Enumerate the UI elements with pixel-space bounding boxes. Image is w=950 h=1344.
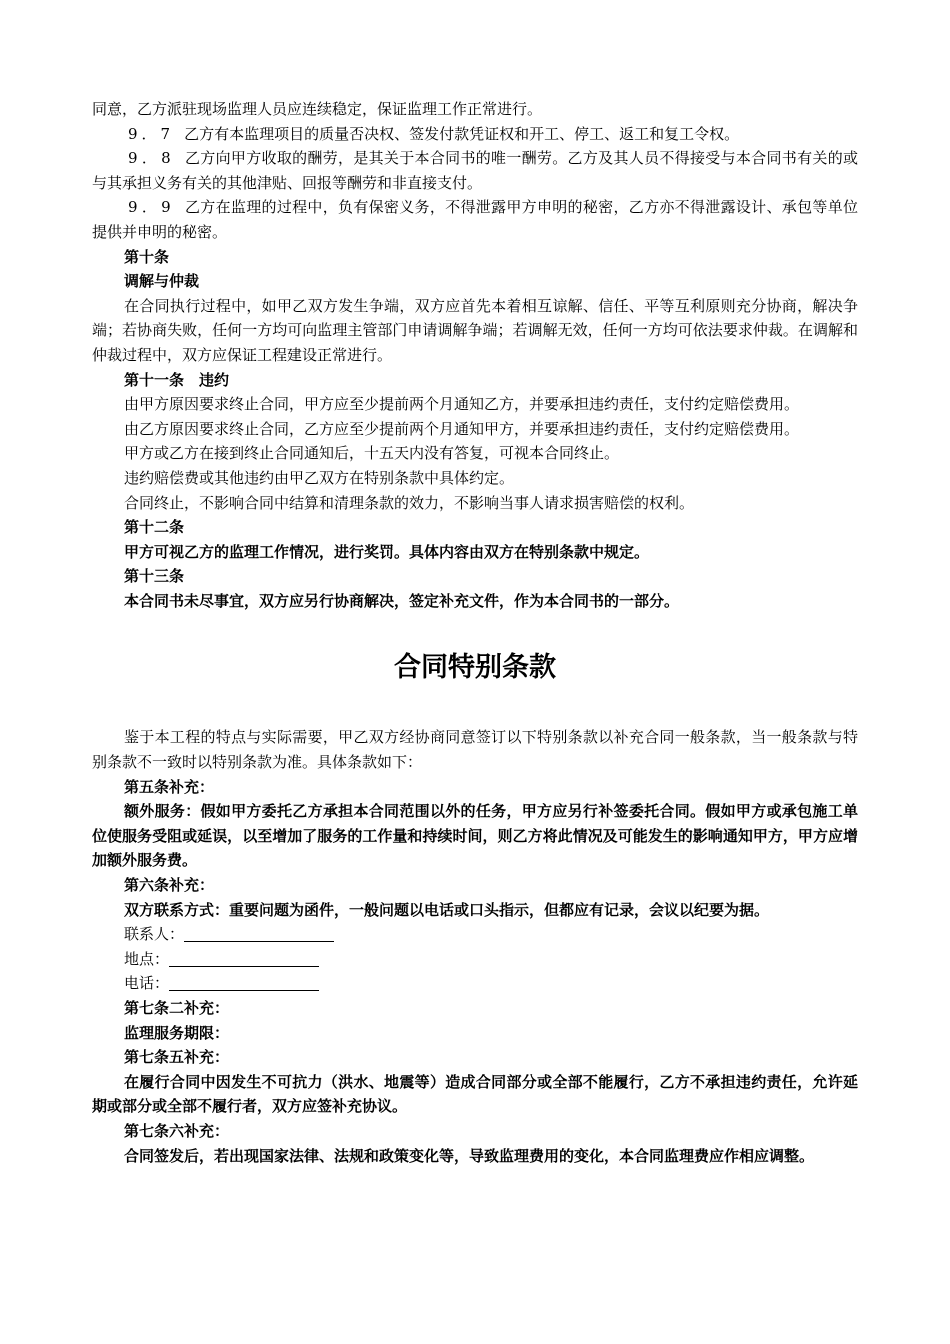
article-11-para-3: 甲方或乙方在接到终止合同通知后，十五天内没有答复，可视本合同终止。 <box>124 444 620 463</box>
clause-9-7-text: 乙方有本监理项目的质量否决权、签发付款凭证权和开工、停工、返工和复工令权。 <box>184 124 740 143</box>
article-10-heading: 第十条 <box>124 247 170 266</box>
special-terms-intro: 鉴于本工程的特点与实际需要，甲乙双方经协商同意签订以下特别条款以补充合同一般条款，当一般条款与特别条款不一致时以特别条款为准。具体条款如下： <box>92 728 858 772</box>
article-11-heading: 第十一条 违约 <box>124 370 230 389</box>
supplement-7-5-heading: 第七条五补充： <box>124 1048 230 1067</box>
clause-9-8-number: 9．8 <box>128 149 175 168</box>
contact-person-label: 联系人： <box>124 925 185 944</box>
address-label: 地点： <box>124 949 170 968</box>
supplement-7-2-body: 监理服务期限： <box>124 1023 230 1042</box>
supplement-7-6-body: 合同签发后，若出现国家法律、法规和政策变化等，导致监理费用的变化，本合同监理费应作相应调整。 <box>124 1146 815 1165</box>
supplement-6-body: 双方联系方式：重要问题为函件，一般问题以电话或口头指示，但都应有记录，会议以纪要为据。 <box>124 900 770 919</box>
supplement-7-2-heading: 第七条二补充： <box>124 999 230 1017</box>
article-13-body: 本合同书未尽事宜，双方应另行协商解决，签定补充文件，作为本合同书的一部分。 <box>124 591 680 610</box>
clause-9-9-text: 乙方在监理的过程中，负有保密义务，不得泄露甲方申明的秘密，乙方亦不得泄露设计、承包等单位提供并申明的秘密。 <box>92 198 858 241</box>
phone-line <box>92 971 858 996</box>
special-terms-title: 合同特别条款 <box>394 652 556 684</box>
article-11-para-4: 违约赔偿费或其他违约由甲乙双方在特别条款中具体约定。 <box>124 468 515 487</box>
clause-9-9-number: 9．9 <box>128 198 175 217</box>
clause-9-8-text: 乙方向甲方收取的酬劳，是其关于本合同书的唯一酬劳。乙方及其人员不得接受与本合同书有关的或与其承担义务有关的其他津贴、回报等酬劳和非直接支付。 <box>92 149 858 192</box>
article-10-body: 在合同执行过程中，如甲乙双方发生争端，双方应首先本着相互谅解、信任、平等互利原则充分协商，解决争端；若协商失败，任何一方均可向监理主管部门申请调解争端；若调解无效，任何一方均可依法要求仲裁。在调解和仲裁过程中，双方应保证工程建设正常进行。 <box>92 296 858 364</box>
supplement-5-body: 额外服务：假如甲方委托乙方承担本合同范围以外的任务，甲方应另行补签委托合同。假如甲方或承包施工单位使服务受阻或延误，以至增加了服务的工作量和持续时间，则乙方将此情况及可能发生的影响通知甲方，甲方应增加额外服务费。 <box>92 802 858 870</box>
clause-9-8 <box>92 146 858 195</box>
phone-blank[interactable] <box>169 973 319 991</box>
clause-9-9 <box>92 195 858 244</box>
contact-person-blank[interactable] <box>184 924 334 942</box>
supplement-5-heading: 第五条补充： <box>124 777 215 796</box>
supplement-6-heading: 第六条补充： <box>124 876 215 895</box>
clause-9-7 <box>92 122 858 147</box>
address-line <box>92 947 858 972</box>
phone-label: 电话： <box>124 974 170 993</box>
contact-person-line <box>92 922 858 947</box>
article-13-heading: 第十三条 <box>124 567 185 586</box>
supplement-7-6-heading: 第七条六补充： <box>124 1121 230 1140</box>
article-11-para-2: 由乙方原因要求终止合同，乙方应至少提前两个月通知甲方，并要承担违约责任，支付约定赔偿费用。 <box>124 419 800 438</box>
article-12-heading: 第十二条 <box>124 518 185 537</box>
address-blank[interactable] <box>169 949 319 967</box>
clause-9-6-tail: 同意，乙方派驻现场监理人员应连续稳定，保证监理工作正常进行。 <box>92 100 543 118</box>
article-12-body: 甲方可视乙方的监理工作情况，进行奖罚。具体内容由双方在特别条款中规定。 <box>124 542 650 561</box>
supplement-7-5-body: 在履行合同中因发生不可抗力（洪水、地震等）造成合同部分或全部不能履行，乙方不承担违约责任，允许延期或部分或全部不履行者，双方应签补充协议。 <box>92 1072 858 1116</box>
article-11-para-5: 合同终止，不影响合同中结算和清理条款的效力，不影响当事人请求损害赔偿的权利。 <box>124 493 695 512</box>
article-11-para-1: 由甲方原因要求终止合同，甲方应至少提前两个月通知乙方，并要承担违约责任，支付约定赔偿费用。 <box>124 395 800 414</box>
article-10-title: 调解与仲裁 <box>124 272 200 291</box>
clause-9-7-number: 9．7 <box>128 124 175 143</box>
